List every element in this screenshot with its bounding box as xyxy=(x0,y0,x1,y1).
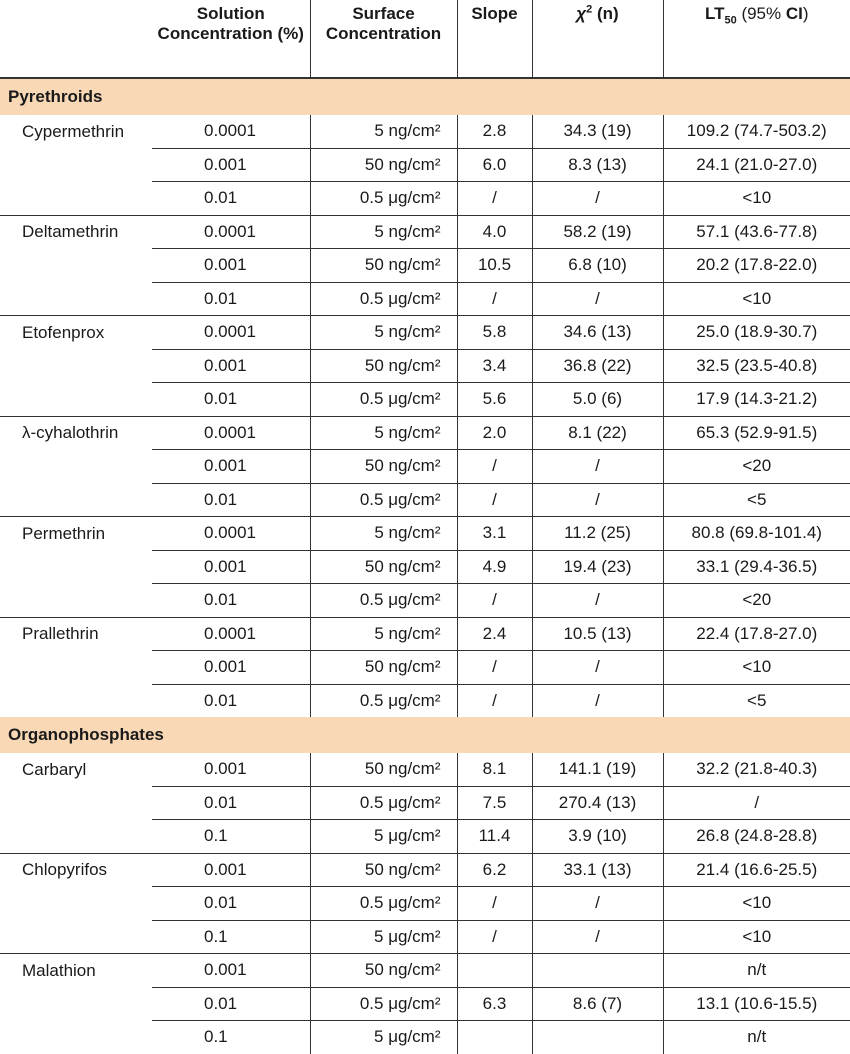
lt50-cell: 32.5 (23.5-40.8) xyxy=(663,349,850,383)
slope-cell: 10.5 xyxy=(457,249,532,283)
substance-name xyxy=(0,483,152,517)
chi-square-cell: / xyxy=(532,684,663,717)
lt50-cell: 57.1 (43.6-77.8) xyxy=(663,215,850,249)
chi-symbol: χ xyxy=(576,4,587,23)
slope-cell: 11.4 xyxy=(457,820,532,854)
substance-name xyxy=(0,1021,152,1054)
header-slope: Slope xyxy=(457,0,532,78)
surface-concentration-cell: 0.5 μg/cm² xyxy=(310,483,457,517)
slope-cell: 7.5 xyxy=(457,786,532,820)
lt50-cell: n/t xyxy=(663,954,850,988)
solution-concentration-cell: 0.001 xyxy=(152,853,310,887)
table-row xyxy=(0,584,850,618)
slope-cell: 6.0 xyxy=(457,148,532,182)
lt50-cell: 13.1 (10.6-15.5) xyxy=(663,987,850,1021)
surface-concentration-cell: 50 ng/cm² xyxy=(310,148,457,182)
surface-concentration-cell: 50 ng/cm² xyxy=(310,853,457,887)
table-row xyxy=(0,853,850,887)
table-row xyxy=(0,349,850,383)
slope-cell: 2.0 xyxy=(457,416,532,450)
solution-concentration-cell: 0.0001 xyxy=(152,416,310,450)
lt50-cell: 65.3 (52.9-91.5) xyxy=(663,416,850,450)
chi-square-cell: 34.3 (19) xyxy=(532,115,663,148)
substance-name xyxy=(0,887,152,921)
substance-name: Carbaryl xyxy=(22,759,87,779)
slope-cell: / xyxy=(457,887,532,921)
table-header xyxy=(0,0,850,78)
chi-square-cell: 58.2 (19) xyxy=(532,215,663,249)
slope-cell: / xyxy=(457,684,532,717)
chi-square-cell: / xyxy=(532,920,663,954)
table-row xyxy=(0,550,850,584)
solution-concentration-cell: 0.01 xyxy=(152,383,310,417)
lt50-cell: 26.8 (24.8-28.8) xyxy=(663,820,850,854)
lt50-cell: 22.4 (17.8-27.0) xyxy=(663,617,850,651)
lt50-cell: 24.1 (21.0-27.0) xyxy=(663,148,850,182)
surface-concentration-cell: 0.5 μg/cm² xyxy=(310,786,457,820)
chi-square-cell: / xyxy=(532,887,663,921)
slope-cell: 8.1 xyxy=(457,753,532,786)
table-row xyxy=(0,249,850,283)
chi-square-cell xyxy=(532,1021,663,1054)
chi-square-cell: 8.3 (13) xyxy=(532,148,663,182)
surface-concentration-cell: 5 ng/cm² xyxy=(310,617,457,651)
lt50-cell: 32.2 (21.8-40.3) xyxy=(663,753,850,786)
chi-square-cell: 10.5 (13) xyxy=(532,617,663,651)
table-row xyxy=(0,684,850,717)
chi-square-cell: 141.1 (19) xyxy=(532,753,663,786)
substance-name xyxy=(0,987,152,1021)
surface-concentration-cell: 5 ng/cm² xyxy=(310,215,457,249)
surface-concentration-cell: 0.5 μg/cm² xyxy=(310,282,457,316)
slope-cell: 5.8 xyxy=(457,316,532,350)
chi-square-cell: 36.8 (22) xyxy=(532,349,663,383)
header-solution-concentration: Solution Concentration (%) xyxy=(157,4,304,43)
lt50-cell: <20 xyxy=(663,584,850,618)
table-row xyxy=(0,483,850,517)
table-row xyxy=(0,617,850,651)
solution-concentration-cell: 0.001 xyxy=(152,450,310,484)
table-row xyxy=(0,753,850,786)
solution-concentration-cell: 0.0001 xyxy=(152,617,310,651)
solution-concentration-cell: 0.01 xyxy=(152,684,310,717)
slope-cell: / xyxy=(457,584,532,618)
table-row xyxy=(0,450,850,484)
substance-name xyxy=(0,584,152,618)
surface-concentration-cell: 5 μg/cm² xyxy=(310,920,457,954)
solution-concentration-cell: 0.01 xyxy=(152,483,310,517)
slope-cell: / xyxy=(457,920,532,954)
chi-square-cell: 5.0 (6) xyxy=(532,383,663,417)
chi-superscript: 2 xyxy=(586,3,593,16)
chi-square-cell: / xyxy=(532,483,663,517)
solution-concentration-cell: 0.001 xyxy=(152,651,310,685)
table-body xyxy=(0,78,850,1054)
slope-cell: 3.4 xyxy=(457,349,532,383)
group-header-row xyxy=(0,78,850,115)
slope-cell: 4.9 xyxy=(457,550,532,584)
table-row xyxy=(0,316,850,350)
group-name: Pyrethroids xyxy=(0,78,850,115)
substance-name xyxy=(0,820,152,854)
lt50-cell: / xyxy=(663,786,850,820)
table-row xyxy=(0,215,850,249)
surface-concentration-cell: 50 ng/cm² xyxy=(310,550,457,584)
substance-name xyxy=(0,148,152,182)
header-chi-square xyxy=(532,0,663,78)
slope-cell: 4.0 xyxy=(457,215,532,249)
surface-concentration-cell: 5 μg/cm² xyxy=(310,1021,457,1054)
slope-cell: 6.3 xyxy=(457,987,532,1021)
lt-main: LT xyxy=(704,4,725,23)
surface-concentration-cell: 5 μg/cm² xyxy=(310,820,457,854)
surface-concentration-cell: 5 ng/cm² xyxy=(310,517,457,551)
lt50-cell: 80.8 (69.8-101.4) xyxy=(663,517,850,551)
surface-concentration-cell: 50 ng/cm² xyxy=(310,249,457,283)
table-row xyxy=(0,786,850,820)
substance-name xyxy=(0,249,152,283)
surface-concentration-cell: 50 ng/cm² xyxy=(310,450,457,484)
lt50-cell: <10 xyxy=(663,182,850,216)
chi-square-cell: / xyxy=(532,584,663,618)
substance-name: λ-cyhalothrin xyxy=(0,416,152,450)
table-row xyxy=(0,651,850,685)
solution-concentration-cell: 0.001 xyxy=(152,954,310,988)
solution-concentration-cell: 0.1 xyxy=(152,820,310,854)
solution-concentration-cell: 0.001 xyxy=(152,349,310,383)
slope-cell: 3.1 xyxy=(457,517,532,551)
surface-concentration-cell: 0.5 μg/cm² xyxy=(310,684,457,717)
substance-name xyxy=(0,786,152,820)
slope-cell: / xyxy=(457,182,532,216)
chi-square-cell: 3.9 (10) xyxy=(532,820,663,854)
table-row xyxy=(0,1021,850,1054)
lt50-cell: <5 xyxy=(663,483,850,517)
lt50-cell: <20 xyxy=(663,450,850,484)
lt50-cell: <10 xyxy=(663,887,850,921)
slope-cell: / xyxy=(457,450,532,484)
surface-concentration-cell: 50 ng/cm² xyxy=(310,753,457,786)
solution-concentration-cell: 0.01 xyxy=(152,987,310,1021)
solution-concentration-cell: 0.001 xyxy=(152,550,310,584)
surface-concentration-cell: 5 ng/cm² xyxy=(310,115,457,148)
lt50-cell: 20.2 (17.8-22.0) xyxy=(663,249,850,283)
table-row xyxy=(0,987,850,1021)
surface-concentration-cell: 0.5 μg/cm² xyxy=(310,887,457,921)
lt-ci-bold: CI xyxy=(785,4,803,23)
slope-cell: / xyxy=(457,282,532,316)
slope-cell: 2.8 xyxy=(457,115,532,148)
chi-square-cell xyxy=(532,954,663,988)
table-row xyxy=(0,887,850,921)
chi-square-cell: 8.1 (22) xyxy=(532,416,663,450)
lt50-cell: <10 xyxy=(663,920,850,954)
substance-name xyxy=(0,182,152,216)
surface-concentration-cell: 50 ng/cm² xyxy=(310,954,457,988)
chi-square-cell: 270.4 (13) xyxy=(532,786,663,820)
lt50-cell: 21.4 (16.6-25.5) xyxy=(663,853,850,887)
lt50-cell: 17.9 (14.3-21.2) xyxy=(663,383,850,417)
surface-concentration-cell: 0.5 μg/cm² xyxy=(310,383,457,417)
table-row xyxy=(0,820,850,854)
table-row xyxy=(0,148,850,182)
slope-cell: 5.6 xyxy=(457,383,532,417)
table-row xyxy=(0,282,850,316)
lt-subscript: 50 xyxy=(724,14,737,27)
substance-name: Etofenprox xyxy=(0,316,152,350)
solution-concentration-cell: 0.0001 xyxy=(152,517,310,551)
lt50-cell: <10 xyxy=(663,651,850,685)
surface-concentration-cell: 50 ng/cm² xyxy=(310,651,457,685)
solution-concentration-cell: 0.001 xyxy=(152,249,310,283)
slope-cell: 2.4 xyxy=(457,617,532,651)
substance-name xyxy=(0,550,152,584)
substance-name xyxy=(0,282,152,316)
table-row xyxy=(0,182,850,216)
solution-concentration-cell: 0.0001 xyxy=(204,121,256,141)
header-lt50 xyxy=(663,0,850,78)
substance-name: Permethrin xyxy=(0,517,152,551)
chi-square-cell: 11.2 (25) xyxy=(532,517,663,551)
solution-concentration-cell: 0.1 xyxy=(152,1021,310,1054)
substance-name: Deltamethrin xyxy=(0,215,152,249)
group-name: Organophosphates xyxy=(0,717,850,753)
table-row xyxy=(0,115,850,148)
lt-ci-pre: (95% xyxy=(736,4,786,23)
surface-concentration-cell: 0.5 μg/cm² xyxy=(310,182,457,216)
substance-name: Prallethrin xyxy=(0,617,152,651)
chi-square-cell: / xyxy=(532,282,663,316)
solution-concentration-cell: 0.01 xyxy=(152,786,310,820)
surface-concentration-cell: 0.5 μg/cm² xyxy=(310,584,457,618)
surface-concentration-cell: 5 ng/cm² xyxy=(310,316,457,350)
chi-square-cell: / xyxy=(532,651,663,685)
header-substance xyxy=(0,0,152,78)
solution-concentration-cell: 0.001 xyxy=(204,759,247,779)
chi-square-cell: 6.8 (10) xyxy=(532,249,663,283)
lt50-cell: n/t xyxy=(663,1021,850,1054)
slope-cell xyxy=(457,954,532,988)
substance-name: Cypermethrin xyxy=(22,121,125,141)
chi-square-cell: 33.1 (13) xyxy=(532,853,663,887)
group-header-row xyxy=(0,717,850,753)
lt50-cell: 33.1 (29.4-36.5) xyxy=(663,550,850,584)
surface-concentration-cell: 50 ng/cm² xyxy=(310,349,457,383)
solution-concentration-cell: 0.0001 xyxy=(152,316,310,350)
substance-name xyxy=(0,450,152,484)
chi-square-cell: / xyxy=(532,450,663,484)
table-row xyxy=(0,954,850,988)
solution-concentration-cell: 0.01 xyxy=(152,584,310,618)
chi-square-cell: 34.6 (13) xyxy=(532,316,663,350)
solution-concentration-cell: 0.1 xyxy=(152,920,310,954)
substance-name xyxy=(0,651,152,685)
chi-square-cell: 8.6 (7) xyxy=(532,987,663,1021)
chi-square-cell: 19.4 (23) xyxy=(532,550,663,584)
slope-cell: / xyxy=(457,483,532,517)
substance-name: Malathion xyxy=(0,954,152,988)
solution-concentration-cell: 0.01 xyxy=(152,182,310,216)
substance-name: Chlopyrifos xyxy=(0,853,152,887)
chi-square-cell: / xyxy=(532,182,663,216)
slope-cell: 6.2 xyxy=(457,853,532,887)
slope-cell xyxy=(457,1021,532,1054)
solution-concentration-cell: 0.01 xyxy=(152,282,310,316)
table-row xyxy=(0,517,850,551)
table-row xyxy=(0,416,850,450)
slope-cell: / xyxy=(457,651,532,685)
solution-concentration-cell: 0.01 xyxy=(152,887,310,921)
header-surface-concentration: Surface Concentration xyxy=(310,0,457,78)
surface-concentration-cell: 5 ng/cm² xyxy=(310,416,457,450)
lt50-cell: 25.0 (18.9-30.7) xyxy=(663,316,850,350)
substance-name xyxy=(0,920,152,954)
substance-name xyxy=(0,349,152,383)
table-row xyxy=(0,920,850,954)
lt50-cell: <10 xyxy=(663,282,850,316)
lt50-cell: <5 xyxy=(663,684,850,717)
lt50-cell: 109.2 (74.7-503.2) xyxy=(663,115,850,148)
solution-concentration-cell: 0.001 xyxy=(152,148,310,182)
lt-ci-post: ) xyxy=(802,4,809,23)
substance-name xyxy=(0,684,152,717)
solution-concentration-cell: 0.0001 xyxy=(152,215,310,249)
chi-rest: (n) xyxy=(592,4,619,23)
table-row xyxy=(0,383,850,417)
surface-concentration-cell: 0.5 μg/cm² xyxy=(310,987,457,1021)
substance-name xyxy=(0,383,152,417)
